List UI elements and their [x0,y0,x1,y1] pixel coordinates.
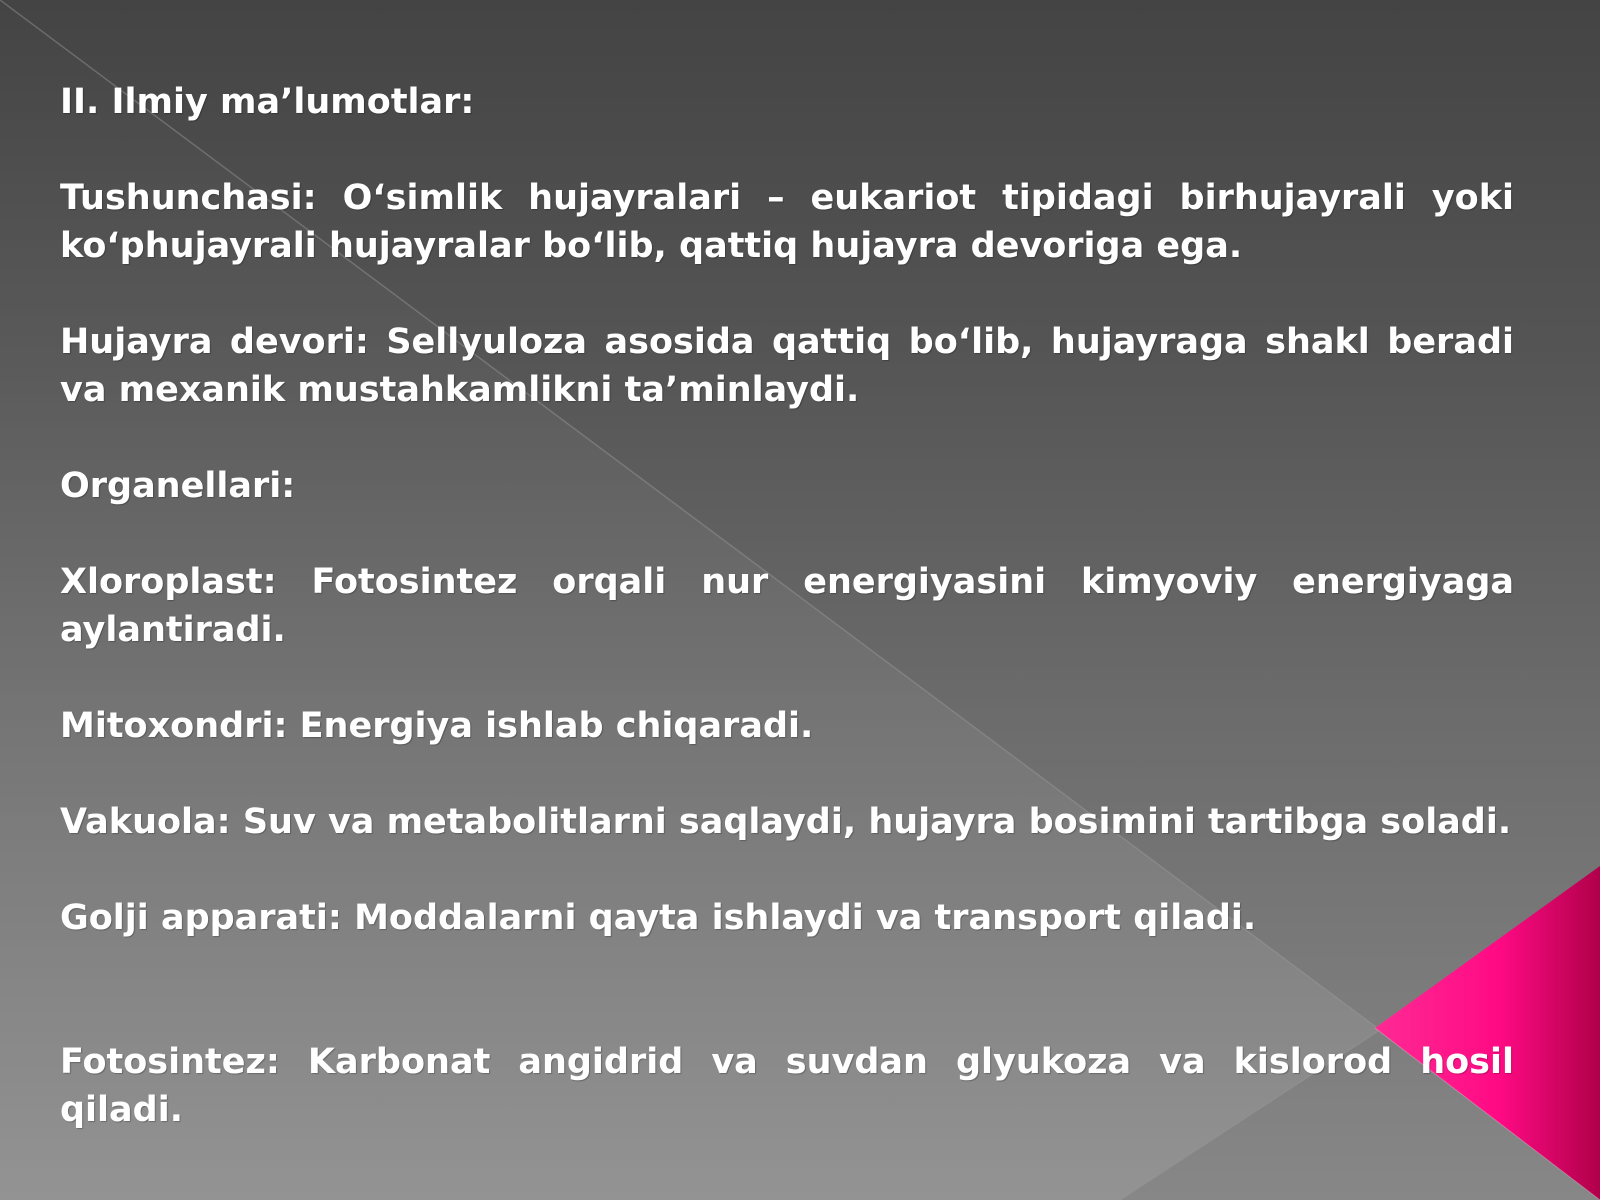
paragraph-vakuola: Vakuola: Suv va metabolitlarni saqlaydi, hujayra bosimini tartibga soladi. [60,802,1512,842]
paragraph-tushunchasi: Tushunchasi: O‘simlik hujayralari – eukariot tipidagi birhujayrali yoki ko‘phujayrali hujayralar bo‘lib, qattiq hujayra devoriga ega. [60,178,1514,266]
paragraph-xloroplast: Xloroplast: Fotosintez orqali nur energiyasini kimyoviy energiyaga aylantiradi. [60,562,1514,650]
paragraph-mitoxondri: Mitoxondri: Energiya ishlab chiqaradi. [60,706,814,746]
paragraph-organellari: Organellari: [60,466,296,506]
slide-content [60,78,1514,1134]
paragraph-fotosintez: Fotosintez: Karbonat angidrid va suvdan glyukoza va kislorod hosil qiladi. [60,1042,1514,1130]
slide-heading: II. Ilmiy ma’lumotlar: [60,82,475,122]
paragraph-golji: Golji apparati: Moddalarni qayta ishlaydi va transport qiladi. [60,898,1257,938]
paragraph-hujayra-devori: Hujayra devori: Sellyuloza asosida qattiq bo‘lib, hujayraga shakl beradi va mexanik mustahkamlikni ta’minlaydi. [60,322,1514,410]
